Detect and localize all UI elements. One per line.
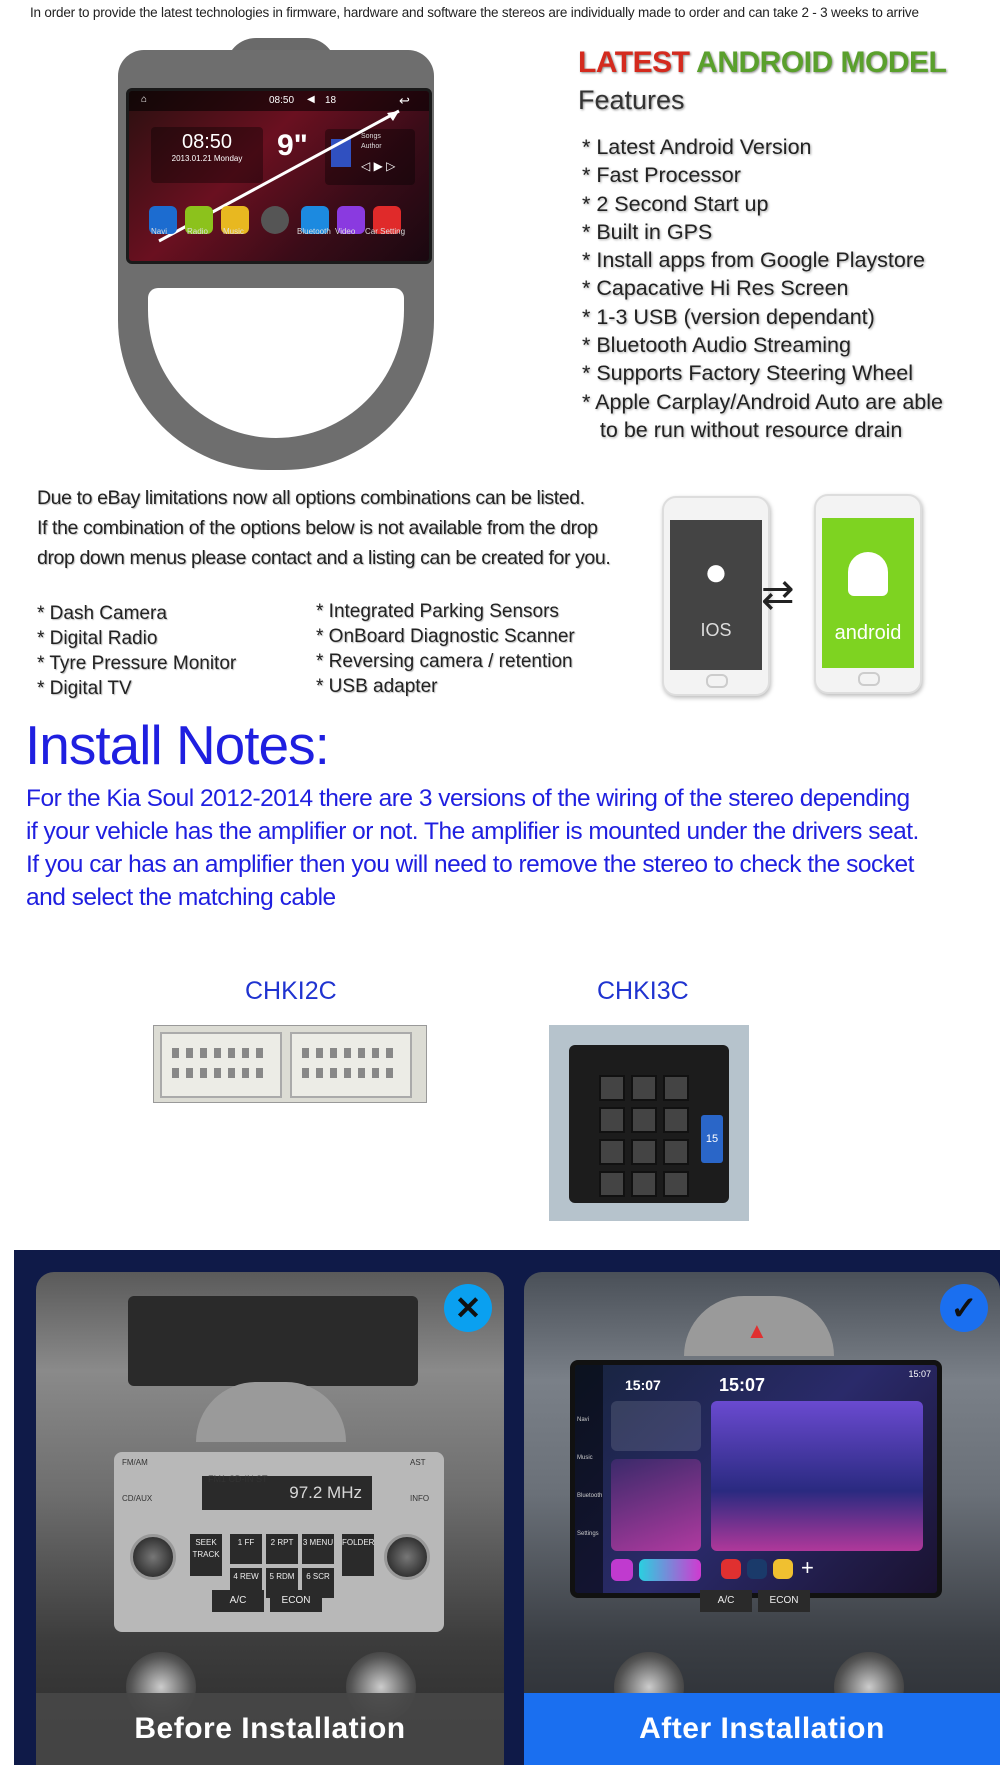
install-line: If you car has an amplifier then you will need to remove the stereo to check the socket [26, 851, 914, 878]
option-item: * Reversing camera / retention [316, 651, 573, 672]
feature-item: * Apple Carplay/Android Auto are able [582, 389, 943, 414]
radio-btn-5: 5 RDM [266, 1568, 298, 1598]
android-phone [814, 494, 922, 694]
android-robot-icon [848, 552, 888, 596]
back-icon: ↩ [399, 93, 410, 108]
install-line: if your vehicle has the amplifier or not. The amplifier is mounted under the drivers seat. [26, 818, 919, 845]
before-installation-image [36, 1272, 504, 1765]
check-icon: ✓ [940, 1284, 988, 1332]
song-title: Songs [361, 133, 381, 140]
feature-item: * Fast Processor [582, 163, 741, 188]
stereo-image [118, 38, 434, 470]
music-widget [611, 1459, 701, 1551]
shipping-notice: In order to provide the latest technologies in firmware, hardware and software the stereos are individually made to order and can take 2 - 3 weeks to arrive [30, 5, 919, 20]
volume-icon: ◀ [307, 94, 315, 105]
comparison-panel [14, 1250, 1000, 1765]
speed-app-icon [747, 1559, 767, 1579]
home-button-icon [858, 672, 880, 686]
side-label-settings: Settings [577, 1531, 599, 1537]
side-label-bluetooth: Bluetooth [577, 1493, 603, 1499]
feature-item: * Capacative Hi Res Screen [582, 276, 849, 301]
features-headline [578, 46, 946, 80]
app-label-music: Music [223, 227, 244, 236]
options-list-right [316, 599, 575, 699]
home-icon: ⌂ [141, 94, 148, 105]
radio-btn-4: 4 REW [230, 1568, 262, 1598]
radio-btn-cdaux: CD/AUX [122, 1494, 153, 1503]
feature-item: * Install apps from Google Playstore [582, 248, 925, 273]
econ-button: ECON [270, 1590, 322, 1612]
ebay-note-line: If the combination of the options below is not available from the drop [37, 517, 598, 539]
radio-app-icon [721, 1559, 741, 1579]
screen-size-label: 9" [277, 129, 308, 162]
option-item: * USB adapter [316, 676, 438, 697]
options-list-left [37, 601, 236, 701]
close-icon: ✕ [444, 1284, 492, 1332]
ios-phone [662, 496, 770, 696]
radio-display-mode: FM1 CD-IN ST [208, 1474, 268, 1484]
connector-block [160, 1032, 282, 1098]
ebay-note [37, 483, 647, 573]
android-stereo-screen [570, 1360, 942, 1598]
radio-btn-folder: FOLDER [342, 1534, 374, 1576]
before-caption: Before Installation [36, 1693, 504, 1765]
side-label-music: Music [577, 1455, 593, 1461]
app-label-navi: Navi [151, 227, 168, 236]
android-phone-screen [822, 518, 914, 668]
headline-latest: LATEST [578, 46, 690, 79]
play-controls-icon: ◁ ▶ ▷ [361, 159, 396, 173]
option-item: * Digital TV [37, 678, 132, 699]
radio-btn-info: INFO [410, 1494, 430, 1503]
radio-frequency: 97.2 MHz [289, 1483, 362, 1502]
option-item: * Dash Camera [37, 603, 167, 624]
radio-btn-1: 1 FF [230, 1534, 262, 1564]
feature-item: * 2 Second Start up [582, 191, 769, 216]
connector-chki3c-image [549, 1025, 749, 1221]
feature-item: to be run without resource drain [582, 417, 903, 442]
screen-sidebar [575, 1365, 603, 1593]
ios-android-image [648, 490, 978, 710]
app-label-bluetooth: Bluetooth [297, 227, 331, 236]
app-label-car-setting: Car Setting [365, 227, 406, 236]
feature-item: * Bluetooth Audio Streaming [582, 333, 851, 358]
apple-icon: ● [703, 550, 729, 594]
ac-button: A/C [700, 1590, 752, 1612]
android-label: android [834, 622, 902, 644]
radio-btn-seek: SEEK TRACK [190, 1534, 222, 1576]
after-installation-image [524, 1272, 1000, 1765]
headline-android-model: ANDROID MODEL [696, 46, 947, 79]
app-icon-row [149, 206, 419, 242]
feature-item: * Latest Android Version [582, 135, 812, 159]
ebay-note-line: drop down menus please contact and a listing can be created for you. [37, 547, 611, 569]
feature-item: * Supports Factory Steering Wheel [582, 361, 914, 386]
features-subtitle: Features [578, 85, 685, 115]
apps-icon [261, 206, 289, 234]
stereo-screen [126, 88, 432, 264]
option-item: * Tyre Pressure Monitor [37, 653, 237, 674]
add-icon: + [801, 1555, 814, 1580]
connector-block [290, 1032, 412, 1098]
after-caption: After Installation [524, 1693, 1000, 1765]
screen-clock: 15:07 [625, 1377, 661, 1393]
volume-knob-icon [130, 1534, 176, 1580]
install-notes-text [26, 782, 986, 914]
radio-btn-2: 2 RPT [266, 1534, 298, 1564]
home-button-icon [706, 674, 728, 688]
screen-clock-large: 15:07 [719, 1375, 766, 1395]
swap-arrows-icon: ⇄ [761, 573, 795, 617]
hazard-housing [196, 1382, 346, 1442]
app-label-radio: Radio [187, 227, 208, 236]
clock-time: 08:50 [181, 131, 233, 153]
app-tile-icon [611, 1559, 633, 1581]
car-visual-widget [711, 1401, 923, 1551]
option-item: * Integrated Parking Sensors [316, 601, 559, 622]
clock-widget [611, 1401, 701, 1451]
radio-display [202, 1476, 372, 1510]
cable-label-chki3c: CHKI3C [597, 977, 689, 1005]
folder-icon [773, 1559, 793, 1579]
ios-label: IOS [700, 620, 732, 640]
player-controls-icon [639, 1559, 701, 1581]
status-time: 08:50 [269, 95, 295, 106]
screen-status-time: 15:07 [908, 1369, 931, 1379]
install-line: For the Kia Soul 2012-2014 there are 3 versions of the wiring of the stereo depending [26, 785, 910, 812]
features-list [582, 133, 943, 444]
song-artist: Author [361, 143, 382, 150]
fuse-icon: 15 [701, 1115, 723, 1163]
radio-btn-ast: AST [410, 1458, 426, 1467]
feature-item: * 1-3 USB (version dependant) [582, 304, 875, 329]
dash-cubby [128, 1296, 418, 1386]
cable-label-chki2c: CHKI2C [245, 977, 337, 1005]
feature-item: * Built in GPS [582, 219, 713, 244]
side-label-navi: Navi [577, 1417, 590, 1423]
option-item: * Digital Radio [37, 628, 158, 649]
tune-knob-icon [384, 1534, 430, 1580]
connector-chki2c-image [153, 1025, 427, 1103]
ios-phone-screen [670, 520, 762, 670]
hazard-housing [684, 1296, 834, 1356]
radio-btn-fmam: FM/AM [122, 1458, 148, 1467]
option-item: * OnBoard Diagnostic Scanner [316, 626, 575, 647]
status-volume: 18 [325, 95, 337, 106]
app-label-video: Video [335, 227, 356, 236]
radio-btn-6: 6 SCR [302, 1568, 334, 1598]
install-notes-title: Install Notes: [25, 714, 329, 776]
ebay-note-line: Due to eBay limitations now all options combinations can be listed. [37, 487, 585, 509]
radio-btn-3: 3 MENU [302, 1534, 334, 1564]
hazard-icon: ▲ [746, 1318, 768, 1343]
econ-button: ECON [758, 1590, 810, 1612]
clock-date: 2013.01.21 Monday [171, 154, 243, 163]
install-line: and select the matching cable [26, 884, 336, 911]
ac-button: A/C [212, 1590, 264, 1612]
